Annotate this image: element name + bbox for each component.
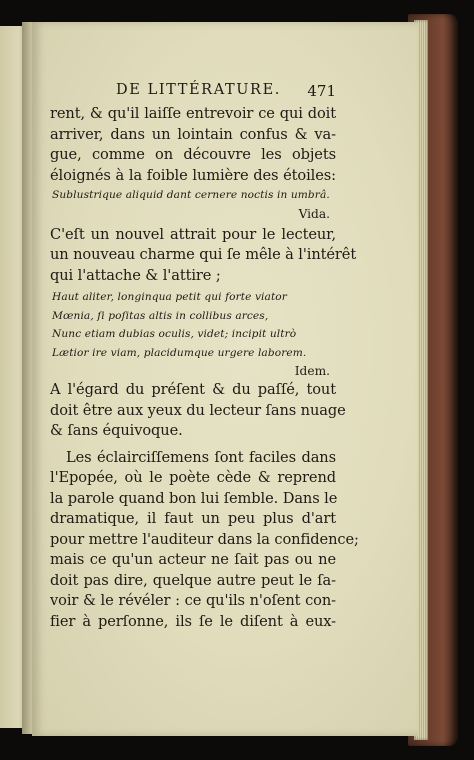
- latin-quote-2: [50, 288, 336, 362]
- text-line: un nouveau charme qui ſe mêle à l'intérêt: [50, 246, 357, 263]
- text-line: A l'égard du préſent & du paſſé, tout: [50, 381, 336, 398]
- text-line: mais ce qu'un acteur ne ſait pas ou ne: [50, 551, 336, 568]
- text-line: voir & le révéler : ce qu'ils n'oſent con-: [50, 592, 336, 609]
- page-text: [50, 82, 359, 632]
- text-line: dramatique, il faut un peu plus d'art: [50, 510, 336, 527]
- latin-quote-1: Sublustrique aliquid dant cernere noctis in umbrâ.: [52, 189, 330, 201]
- text-line: doit pas dire, quelque autre peut le ſa-: [50, 571, 336, 589]
- verse-line: Lætior ire viam, placidumque urgere laborem.: [52, 346, 307, 359]
- verse-line: Mœnia, ſi poſitas altis in collibus arces,: [52, 309, 269, 322]
- text-line: l'Epopée, où le poète cède & reprend: [50, 469, 336, 486]
- text-line: qui l'attache & l'attire ;: [50, 266, 221, 284]
- paragraph-2: [50, 225, 357, 287]
- running-title: DE LITTÉRATURE.: [116, 82, 281, 98]
- text-line: Les éclairciſſemens ſont faciles dans: [66, 448, 336, 466]
- paragraph-3: [50, 380, 346, 442]
- page-header: [50, 82, 336, 104]
- text-line: rent, & qu'il laiſſe entrevoir ce qui doit: [50, 105, 336, 122]
- text-line: C'eſt un nouvel attrait pour le lecteur,: [50, 225, 336, 243]
- text-line: pour mettre l'auditeur dans la confidence;: [50, 530, 359, 548]
- paragraph-1: [50, 104, 336, 186]
- quote-attribution-1: Vida.: [298, 206, 330, 221]
- text-line: & ſans équivoque.: [50, 422, 183, 439]
- verse-line: Haut aliter, longinqua petit qui forte viator: [52, 291, 287, 303]
- text-line: fier à perſonne, ils ſe le diſent à eux-: [50, 612, 336, 630]
- text-line: doit être aux yeux du lecteur ſans nuage: [50, 401, 346, 419]
- text-line: gue, comme on découvre les objets: [50, 146, 336, 163]
- text-line: éloignés à la foible lumière des étoiles:: [50, 166, 336, 184]
- paragraph-4: [50, 448, 359, 633]
- page-number: 471: [307, 82, 336, 100]
- text-line: arriver, dans un lointain confus & va-: [50, 125, 336, 143]
- verse-line: Nunc etiam dubias oculis, videt; incipit ultrò: [52, 328, 297, 340]
- quote-attribution-2: Idem.: [294, 364, 330, 378]
- text-line: la parole quand bon lui ſemble. Dans le: [50, 489, 338, 507]
